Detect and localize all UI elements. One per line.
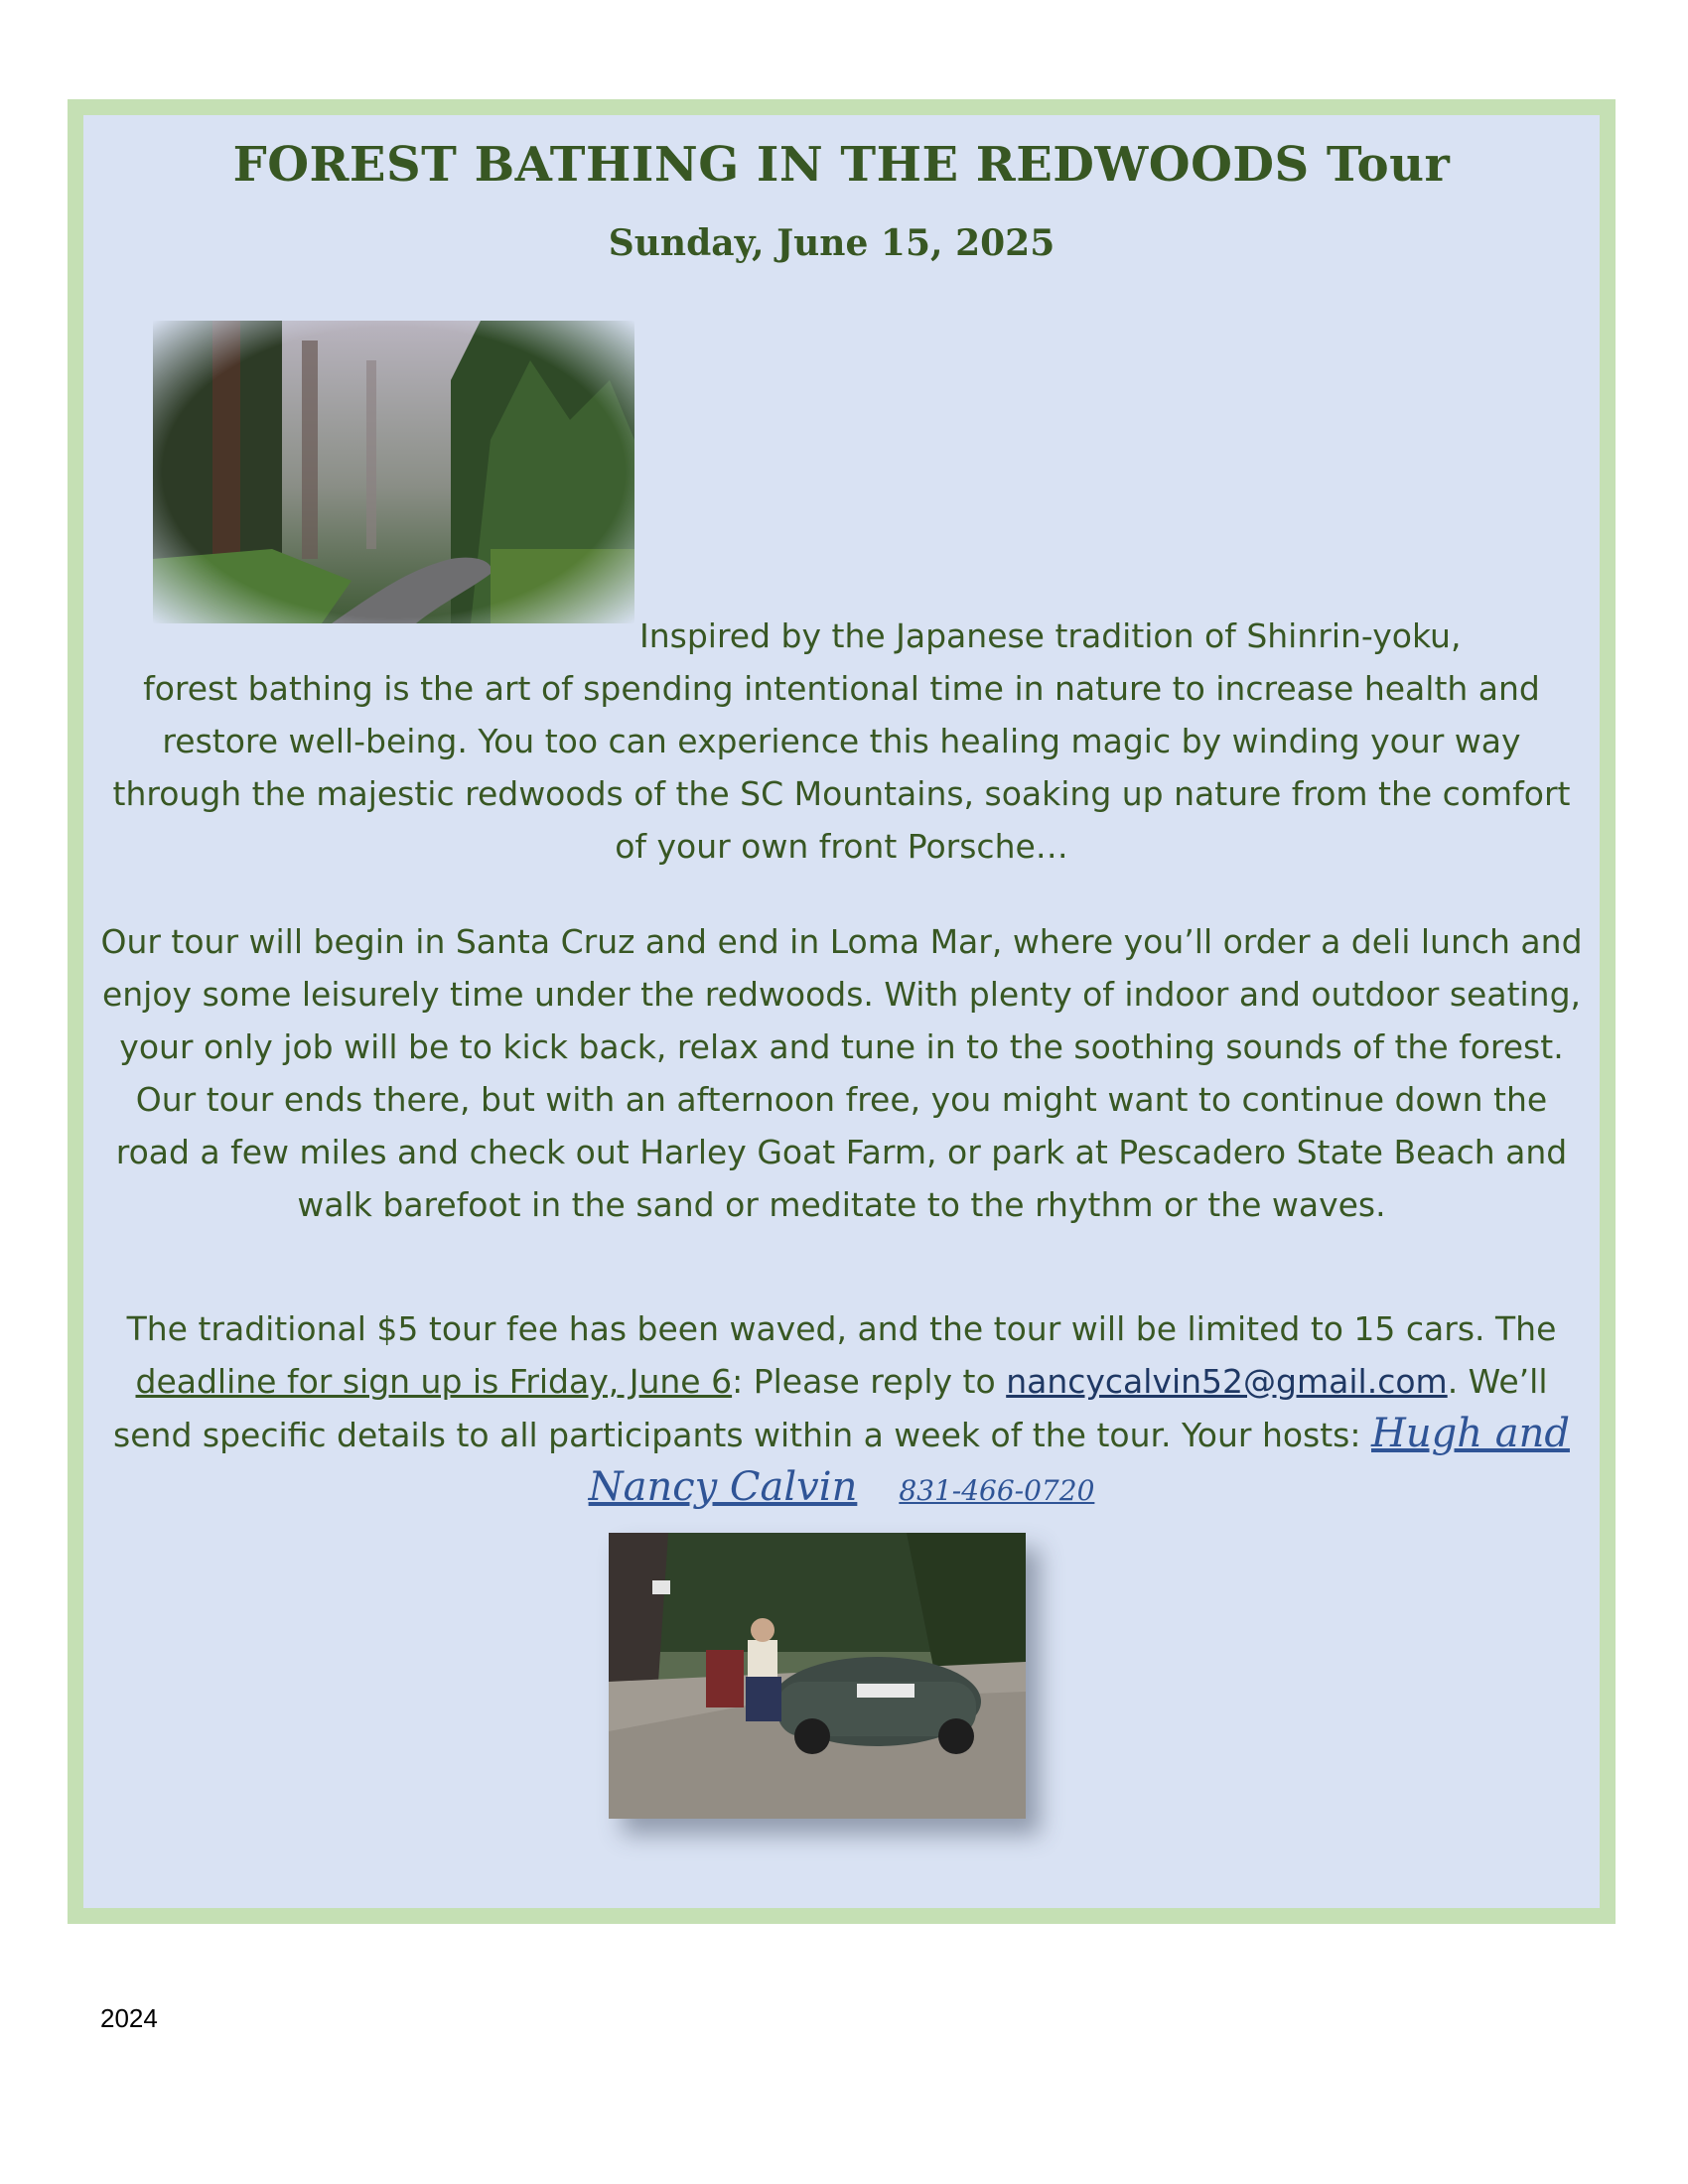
host-phone: 831-466-0720 (899, 1474, 1095, 1507)
email-link[interactable]: nancycalvin52@gmail.com (1006, 1362, 1448, 1401)
details-text: . We’ll send specific details to all participants within a week of the tour. Your hosts: (113, 1362, 1548, 1454)
redwood-forest-photo (153, 321, 634, 623)
flyer-panel (83, 115, 1600, 1908)
fee-text: The traditional $5 tour fee has been waved, and the tour will be limited to 15 cars. The (126, 1309, 1557, 1348)
porsche-photo (609, 1533, 1026, 1819)
intro-first-line: Inspired by the Japanese tradition of Shinrin-yoku, (639, 616, 1462, 655)
hosts-signature: Hugh and Nancy Calvin (588, 1411, 1570, 1510)
reply-text: : Please reply to (732, 1362, 1007, 1401)
flyer-title: FOREST BATHING IN THE REDWOODS Tour (232, 137, 1451, 193)
page-year: 2024 (100, 2003, 158, 2033)
tour-date: Sunday, June 15, 2025 (608, 222, 1055, 264)
intro-paragraph: forest bathing is the art of spending intentional time in nature to increase health and restore well-being. You too can experience this healing magic by winding your way through the majestic redwoods of the SC Mountains, soaking up nature from the comfort of your own front Porsche… (112, 669, 1571, 866)
deadline-text: deadline for sign up is Friday, June 6 (135, 1362, 733, 1401)
itinerary-paragraph: Our tour will begin in Santa Cruz and end in Loma Mar, where you’ll order a deli lunch and enjoy some leisurely time under the redwoods. With plenty of indoor and outdoor seating, your only job will be to kick back, relax and tune in to the soothing sounds of the forest. Our tour ends there, but with an afternoon free, you might want to continue down the road a few miles and check out Harley Goat Farm, or park at Pescadero State Beach and walk barefoot in the sand or meditate to the rhythm or the waves. (100, 922, 1583, 1224)
signup-paragraph (95, 1302, 1588, 1517)
flyer-frame (68, 99, 1616, 1924)
